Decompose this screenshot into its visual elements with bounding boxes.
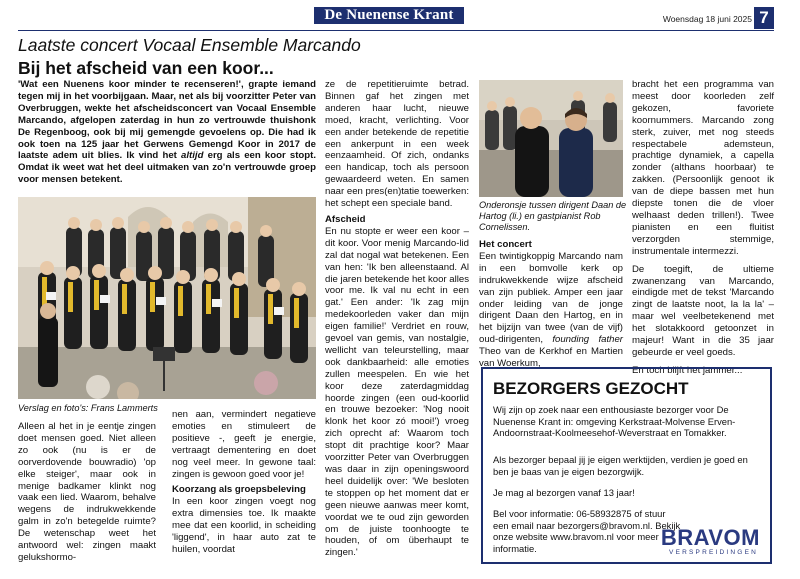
paragraph: En toch blijft het jammer... xyxy=(632,364,743,376)
conductor-pianist-photo xyxy=(479,80,623,197)
subheading: Afscheid xyxy=(325,213,366,225)
ad-paragraph: Als bezorger bepaal jij je eigen werktijden, verdien je goed en ben je baas van je eigen bezorgwijk. xyxy=(493,454,748,477)
subheading: Koorzang als groepsbeleving xyxy=(172,484,306,496)
subheading: Het concert xyxy=(479,239,532,250)
ad-title: BEZORGERS GEZOCHT xyxy=(493,379,689,398)
advertisement-box xyxy=(481,364,772,564)
lead-text-a: 'Wat een Nuenens koor minder te recenseren!', grapte iemand tegen mij in het voorbijgaan. Maar, net als bij voorzitter Peter van Overbruggen, wekte het afscheidsconcert van Vocaal Ensemble Marcando, afgelopen zaterdag in hun zo vertrouwde thuishonk De Regenboog, ook bij mij gemengde gevoelens op. Die had ik ook toen na 125 jaar het Gerwens Gemengd Koor in 2017 de laatste adem uit blies. Ik vind het xyxy=(18,79,316,162)
article-column-1 xyxy=(18,421,156,564)
paragraph-text: Een twintigkoppig Marcando nam in een bomvolle kerk op indrukwekkende wijze afscheid van zijn publiek. Amper een jaar onder leiding van de jonge dirigent Daan den Hartog, en in het bijzijn van twee (van de vijf) oud-dirigenten, xyxy=(479,250,623,346)
ad-contact: Bel voor informatie: 06-58932875 of stuur een email naar bezorgers@bravom.nl. Bekijk onze website www.bravom.nl voor meer informatie. xyxy=(493,508,681,554)
bravom-logo: BRAVOM xyxy=(660,525,760,550)
choir-photo xyxy=(18,197,316,399)
paragraph: ze de repetitieruimte betrad. Binnen gaf het zingen met anderen haar lucht, nieuwe moed, kracht, verlichting. Voor een ander betekende de repetitie een ankerpunt in een week eenzaamheid. Of zich, ondanks een handicap, toch als persoon gewaardeerd weten. En samen naar een pres(en)tatie toewerken: het schept een speciale band. xyxy=(325,79,469,210)
paragraph: In een koor zingen voegt nog extra dimensies toe. Ik maakte mee dat een koorlid, in scheiding 'liggend', in haar auto zat te huilen, voordat xyxy=(172,496,316,555)
paragraph xyxy=(479,251,623,370)
photo-credit: Verslag en foto's: Frans Lammerts xyxy=(18,403,158,413)
lead-emphasis: altijd xyxy=(181,150,204,162)
article-column-4 xyxy=(479,239,623,370)
lead-text-b: erg als een koor stopt. Omdat ik weet wat het deel uitmaken van zo'n vertrouwde groep voor mensen betekent. xyxy=(18,150,317,186)
paragraph: En nu stopte er weer een koor – dit koor. Voor menig Marcando-lid zal dat nogal wat betekenen. Een van hen: 'Ik ben alleenstaand. Al die jaren betekende het koor alles voor me. Ik val nu echt in een gat.' Een ander: 'Ik zag mijn medekoorleden vaker dan mijn eigen familie!' Verdriet en rouw, gevoel van gemis, van nostalgie, wellicht van teleurstelling, maar ook dankbaarheid: alle emoties zullen meespelen. En wie het koor deze zaterdagmiddag hoorde zingen (een oud-koorlid en trouwe bezoeker: 'Nog nooit klonk het koor zó mooi!') vroeg zich oprecht af: Waarom toch stopt dit prachtige koor? Maar voorzitter Peter van Overbruggen was daar in zijn openingswoord heel duidelijk over: 'We besloten te stoppen op het moment dat er geen nieuwe aanwas meer komt, voordat we te oud zijn geworden om de juiste toonhoogte te houden, of om überhaupt te zingen.' xyxy=(325,225,470,559)
ad-paragraph: Wij zijn op zoek naar een enthousiaste bezorger voor De Nuenense Krant in: omgeving Kerkstraat-Molvense Erven-Andoornstraat-Koolmeesehof-Weverstraat en Tomakker. xyxy=(493,404,736,438)
article-kicker: Laatste concert Vocaal Ensemble Marcando xyxy=(18,35,361,55)
article-headline: Bij het afscheid van een koor... xyxy=(18,58,274,78)
paragraph: De toegift, de ultieme zwanenzang van Marcando, eindigde met de tekst 'Marcando zingt de laatste noot, la la la' – maar wel veelbetekenend met het slotakkoord getoonzet in majeur! Want in die 35 jaar gebeurde er veel goeds. xyxy=(632,263,774,358)
paragraph-text: Theo van de Kerkhof en Martien van Woerkum, xyxy=(479,346,623,370)
paragraph-emphasis: founding father xyxy=(552,334,623,346)
article-column-5 xyxy=(632,79,774,377)
article-column-2 xyxy=(172,409,316,556)
article-column-3 xyxy=(325,79,469,559)
ad-paragraph: Je mag al bezorgen vanaf 13 jaar! xyxy=(493,487,635,498)
paragraph: bracht het een programma van meest door koorleden zelf gekozen, favoriete koornummers. Marcando zong sterk, zuiver, met nog steeds respectabele ademsteun, prachtige dynamiek, a capella zonder (althans hoorbaar) te zakken. (Persoonlijk genoot ik van de diepe bassen met hun diepste tonen die de vloer welhaast deden trillen!). Twee pianisten en een fluitist verzorgden stemmige, instrumentale intermezzi. xyxy=(632,79,774,257)
photo-caption: Onderonsje tussen dirigent Daan de Hartog (li.) en gastpianist Rob Cornelissen. xyxy=(479,200,627,232)
page-number: 7 xyxy=(754,7,774,29)
masthead: De Nuenense Krant xyxy=(314,7,464,24)
issue-date: Woensdag 18 juni 2025 xyxy=(662,14,752,24)
paragraph: nen aan, vermindert negatieve emoties en stimuleert de positieve -, geeft je energie, vertraagt dementering en doet nog veel meer. In gewone taal: zingen is gewoon goed voor je! xyxy=(172,409,316,480)
header-rule xyxy=(18,30,774,31)
article-lead xyxy=(18,79,316,186)
paragraph: Alleen al het in je eentje zingen doet mensen goed. Niet alleen zo ook (nu is er de oorverdovende bouwradio) 'op elke steiger', maar ook in menige badkamer klinkt nog vaak een lied. Waarom, behalve wegens de indrukwekkende galm in zo'n betegelde ruimte? De wetenschap weet het antwoord wel: zingen maakt gelukshormo- xyxy=(18,421,156,563)
bravom-logo-tagline: VERSPREIDINGEN xyxy=(669,549,758,556)
